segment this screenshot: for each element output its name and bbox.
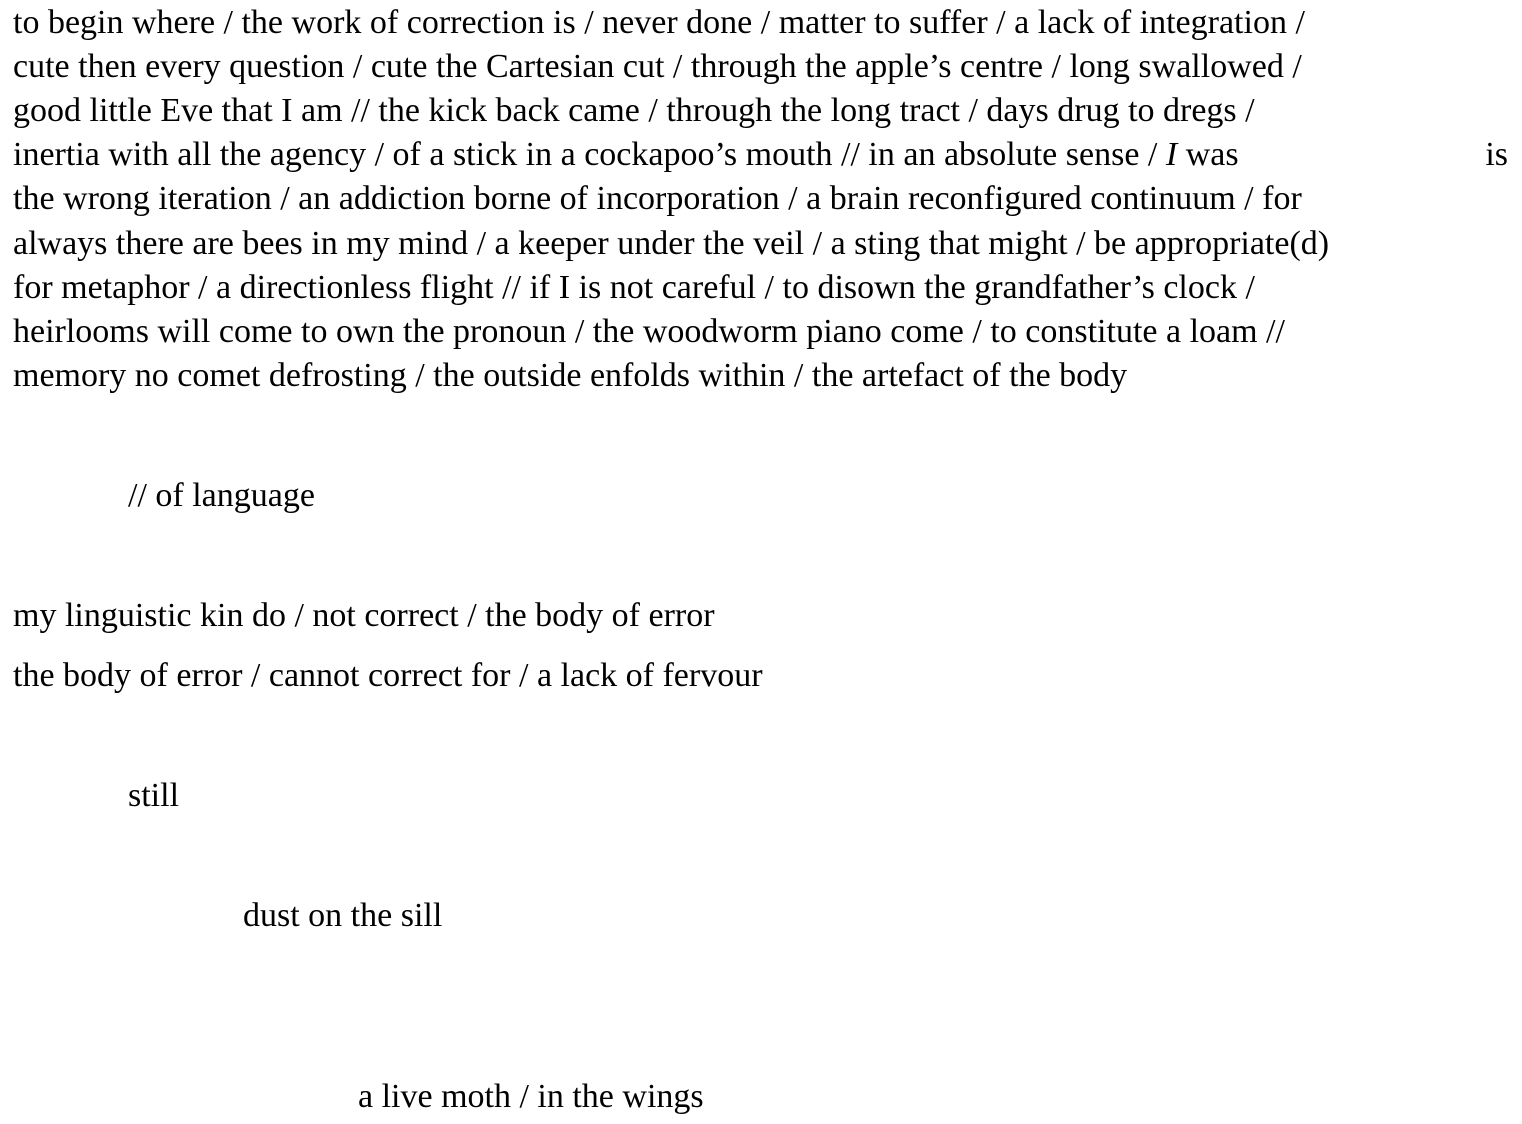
poem-line-5: the wrong iteration / an addiction borne of incorporation / a brain reconfigured continuum / for xyxy=(13,180,1302,217)
poem-line-4 xyxy=(13,133,1508,177)
poem-line-4-start: inertia with all the agency / of a stick in a cockapoo’s mouth // in an absolute sense / xyxy=(13,136,1166,173)
poem-line-4-italic-pronoun: I xyxy=(1165,136,1178,173)
still-line: still xyxy=(128,777,180,814)
dust-line: dust on the sill xyxy=(243,897,443,934)
moth-line: a live moth / in the wings xyxy=(358,1078,704,1115)
poem-line-6: always there are bees in my mind / a keeper under the veil / a sting that might / be appropriate(d) xyxy=(13,225,1330,262)
of-language-line: // of language xyxy=(128,477,315,514)
poem-line-3: good little Eve that I am // the kick back came / through the long tract / days drug to dregs / xyxy=(13,92,1255,129)
poem-line-7: for metaphor / a directionless flight // if I is not careful / to disown the grandfather’s clock / xyxy=(13,269,1255,306)
linguistic-kin-line: my linguistic kin do / not correct / the body of error xyxy=(13,597,715,634)
poem-line-8: heirlooms will come to own the pronoun / the woodworm piano come / to constitute a loam // xyxy=(13,313,1285,350)
poem-line-1: to begin where / the work of correction is / never done / matter to suffer / a lack of integration / xyxy=(13,4,1305,41)
poem-line-4-was: was xyxy=(1177,136,1239,173)
poem-line-4-trailing-word: is xyxy=(1485,136,1508,173)
body-of-error-line: the body of error / cannot correct for / a lack of fervour xyxy=(13,657,763,694)
poem-line-9: memory no comet defrosting / the outside enfolds within / the artefact of the body xyxy=(13,357,1128,394)
poem-line-2: cute then every question / cute the Cartesian cut / through the apple’s centre / long swallowed / xyxy=(13,48,1302,85)
